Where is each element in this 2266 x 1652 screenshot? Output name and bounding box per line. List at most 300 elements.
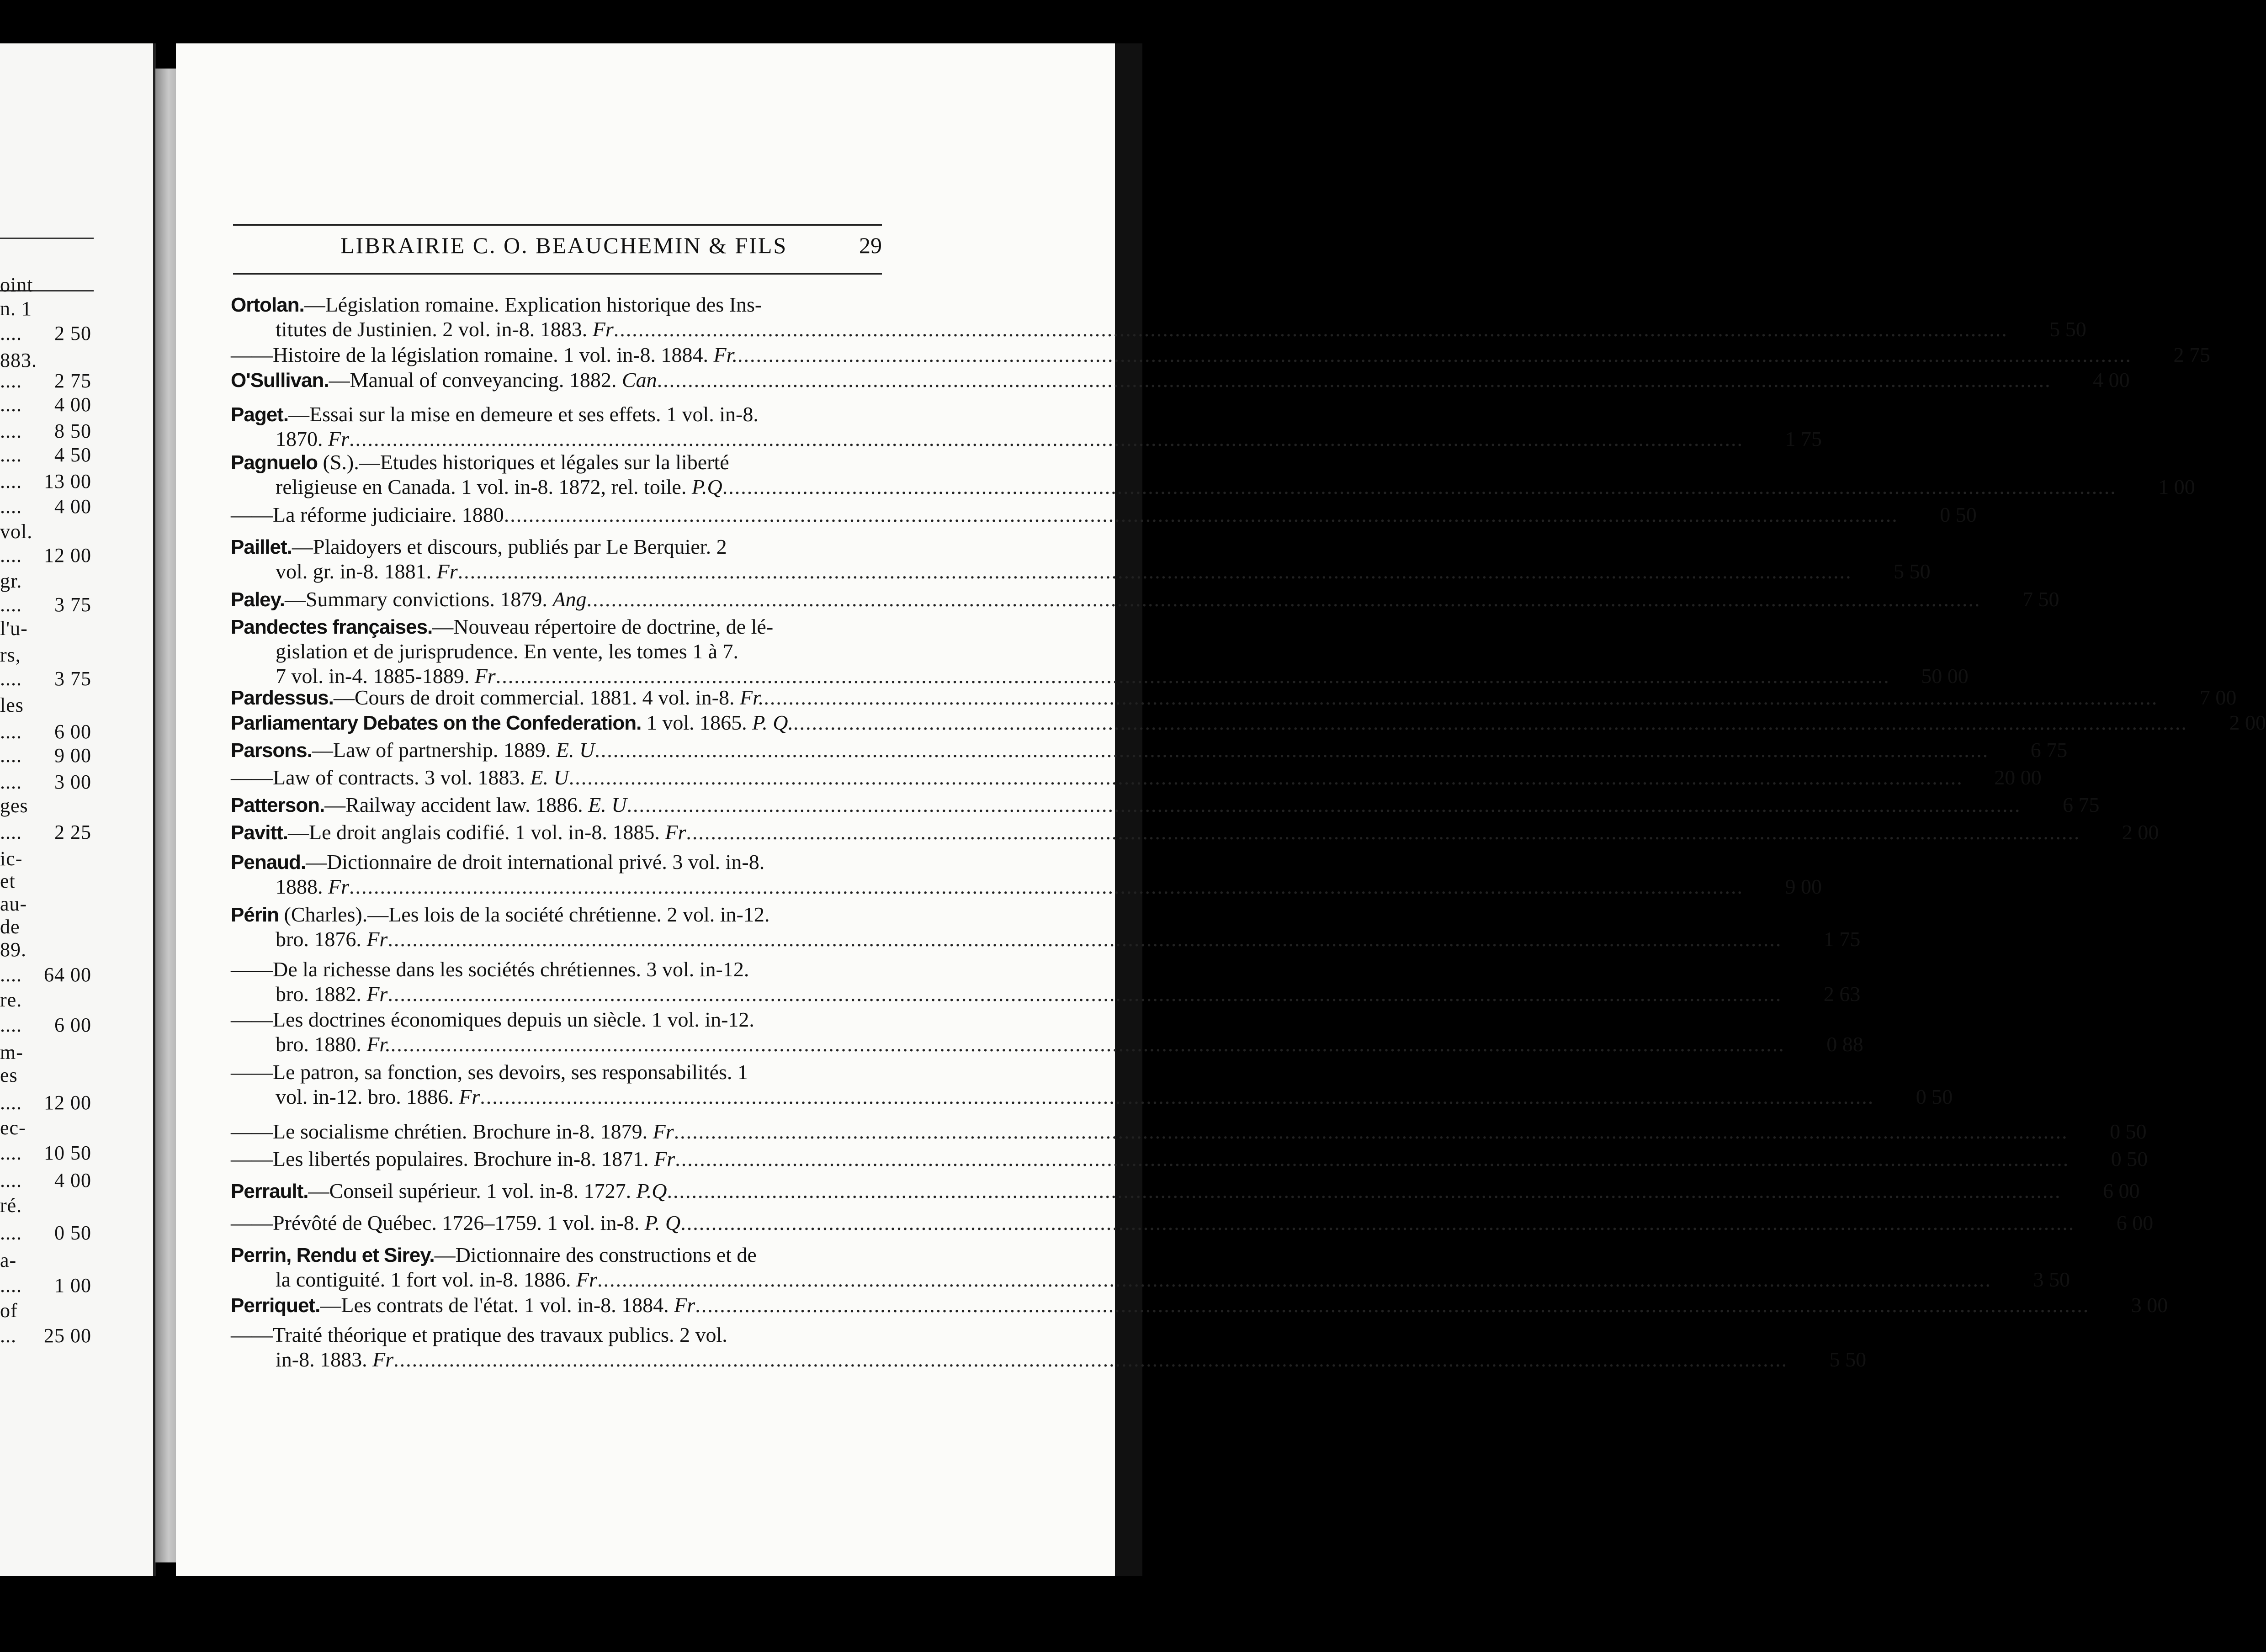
entry-description: gislation et de jurisprudence. En vente, les tomes 1 à 7. (276, 640, 739, 663)
entry-author: Ortolan. (231, 294, 304, 316)
entry-line (231, 1267, 2070, 1292)
entry-description: ——Histoire de la législation romaine. 1 vol. in-8. 1884. (231, 343, 714, 366)
entry-origin: Fr (459, 1085, 480, 1108)
entry-origin: Fr. (713, 343, 738, 366)
entry-description: —Cours de droit commercial. 1881. 4 vol. in-8. (333, 686, 740, 709)
entry-text (276, 1032, 391, 1057)
dot-leader (387, 982, 1782, 1006)
left-page-text: gr. (0, 570, 22, 592)
entry-line (231, 1243, 882, 1267)
entry-price: 5 50 (1829, 1348, 1867, 1371)
catalog-entry (231, 535, 1931, 584)
left-page-text: .... (0, 667, 22, 690)
left-page-text: .... (0, 444, 22, 466)
left-page-text: m- (0, 1041, 23, 1064)
left-page-text: .... (0, 720, 22, 743)
entry-origin: Can (621, 368, 657, 392)
left-page-text: .... (0, 420, 22, 442)
catalog-entry (231, 1119, 2147, 1144)
left-page-text: .... (0, 470, 22, 492)
left-page-price: 6 00 (54, 720, 91, 743)
entry-price: 20 00 (1994, 766, 2042, 789)
catalog-entry (231, 902, 1861, 952)
dot-leader (480, 1085, 1874, 1109)
page-number: 29 (859, 233, 882, 258)
entry-description: —Manual of conveyancing. 1882. (329, 368, 622, 392)
entry-text (231, 614, 773, 640)
dot-leader (764, 685, 2158, 710)
entry-origin: E. U (530, 766, 569, 789)
left-page-price: 2 25 (54, 821, 91, 843)
entry-author: Perriquet. (231, 1294, 320, 1317)
left-page-price: 64 00 (44, 964, 91, 986)
left-page-price: 13 00 (44, 470, 91, 492)
entry-text (276, 982, 387, 1006)
entry-line (231, 793, 2100, 817)
left-page-text: a- (0, 1249, 17, 1271)
left-page-text: .... (0, 964, 22, 986)
dot-leader (504, 503, 1898, 527)
entry-origin: P. Q. (752, 711, 794, 734)
entry-price: 3 00 (2131, 1293, 2168, 1317)
entry-description: (S.).—Etudes historiques et légales sur la liberté (318, 450, 729, 474)
entry-price: 0 50 (1916, 1085, 1953, 1108)
entry-line (231, 343, 2210, 367)
entry-line (231, 368, 2130, 392)
entry-description: bro. 1882. (276, 982, 367, 1006)
left-page-text: au- (0, 893, 27, 915)
entry-line (231, 535, 882, 559)
entry-line (231, 503, 1977, 527)
catalog-entry (231, 793, 2100, 817)
left-page-text: et (0, 870, 16, 892)
catalog-entry (231, 1147, 2148, 1171)
entry-line (231, 1211, 2154, 1235)
catalog-entry (231, 1243, 2070, 1292)
entry-author: Parliamentary Debates on the Confederation. (231, 712, 642, 734)
entry-author: Patterson. (231, 794, 325, 816)
left-page-price: 8 50 (54, 420, 91, 442)
entry-description: vol. gr. in-8. 1881. (276, 560, 437, 583)
entry-text (231, 1147, 675, 1171)
entry-text (231, 902, 769, 927)
entry-origin: Fr (366, 982, 388, 1006)
entry-line (231, 1007, 882, 1032)
entry-origin: Fr (665, 821, 686, 844)
entry-description: bro. 1880. (276, 1032, 367, 1056)
entry-author: Perrault. (231, 1180, 308, 1202)
left-page-text: .... (0, 495, 22, 518)
left-page-price: 4 00 (54, 495, 91, 518)
entry-text (231, 1211, 680, 1235)
left-page-price: 0 50 (54, 1222, 91, 1244)
entry-line (231, 982, 1861, 1006)
left-page-text: rs, (0, 644, 21, 666)
left-page-text: de (0, 916, 20, 938)
catalog-entry (231, 738, 2068, 762)
entry-description: 1 vol. 1865. (641, 711, 753, 734)
previous-page-fragment (0, 43, 156, 1576)
left-page-text: .... (0, 393, 22, 416)
entry-text (231, 1323, 727, 1347)
dot-leader (793, 710, 2187, 735)
entry-description: —Summary convictions. 1879. (284, 588, 553, 611)
entry-origin: Fr (474, 664, 496, 688)
entry-line (231, 685, 2237, 710)
entry-price: 2 00 (2122, 821, 2159, 844)
left-page-text: 89. (0, 938, 27, 961)
entry-line (231, 1179, 2140, 1203)
entry-origin: Fr (436, 560, 458, 583)
dot-leader (587, 587, 1981, 612)
entry-description: la contiguité. 1 fort vol. in-8. 1886. (276, 1268, 576, 1291)
entry-text (231, 957, 749, 982)
entry-line (231, 402, 882, 427)
entry-line (231, 559, 1931, 584)
entry-text (231, 587, 587, 612)
entry-author: Paillet. (231, 536, 292, 558)
entry-description: ——Les doctrines économiques depuis un siècle. 1 vol. in-12. (231, 1008, 754, 1031)
dot-leader (614, 317, 2008, 342)
entry-description: —Conseil supérieur. 1 vol. in-8. 1727. (308, 1179, 637, 1202)
entry-price: 0 88 (1826, 1032, 1863, 1056)
dot-leader (496, 664, 1890, 688)
entry-description: religieuse en Canada. 1 vol. in-8. 1872, rel. toile. (276, 475, 692, 498)
entry-author: Parsons. (231, 739, 312, 762)
entry-text (231, 1243, 757, 1268)
entry-text (231, 503, 504, 527)
entry-origin: Ang (552, 588, 587, 611)
left-page-text: .... (0, 1274, 22, 1297)
entry-text (276, 317, 614, 342)
entry-origin: P. Q (644, 1211, 681, 1234)
entry-author: O'Sullivan. (231, 369, 329, 392)
catalog-entry (231, 685, 2237, 710)
left-page-price: 9 00 (54, 744, 91, 767)
left-page-text: .... (0, 1222, 22, 1244)
entry-line (231, 427, 1822, 451)
entry-text (231, 368, 657, 393)
entry-price: 0 50 (2110, 1120, 2147, 1143)
dot-leader (594, 738, 1989, 762)
entry-text (276, 475, 722, 499)
entry-origin: P.Q (691, 475, 722, 498)
left-page-text: ic- (0, 847, 23, 870)
page-gutter (155, 69, 177, 1562)
entry-price: 1 75 (1823, 927, 1861, 951)
entry-description: (Charles).—Les lois de la société chrétienne. 2 vol. in-12. (279, 903, 770, 926)
left-page-text: 883. (0, 349, 37, 371)
entry-description: in-8. 1883. (276, 1348, 373, 1371)
entry-text (276, 1347, 393, 1372)
catalog-entry (231, 1179, 2140, 1203)
left-page-rule (0, 238, 94, 239)
entry-line (231, 1323, 882, 1347)
left-page-text: ges (0, 794, 28, 817)
dot-leader (569, 765, 1963, 790)
entry-author: Pandectes françaises. (231, 616, 433, 638)
entry-origin: P.Q (636, 1179, 667, 1202)
entry-description: ——Le socialisme chrétien. Brochure in-8. 1879. (231, 1120, 653, 1143)
entry-price: 50 00 (1921, 664, 1969, 688)
catalog-entry (231, 402, 1822, 451)
entry-description: 1888. (276, 875, 328, 898)
entry-text (231, 402, 759, 427)
left-page-text: of (0, 1299, 18, 1322)
dot-leader (349, 874, 1743, 899)
left-page-text: .... (0, 744, 22, 767)
catalog-entry (231, 1211, 2154, 1235)
entry-description: —Railway accident law. 1886. (324, 793, 589, 816)
entry-description: —Essai sur la mise en demeure et ses effets. 1 vol. in-8. (288, 402, 759, 426)
entry-description: —Plaidoyers et discours, publiés par Le Berquier. 2 (292, 535, 727, 558)
entry-text (276, 874, 349, 899)
entry-description: ——Les libertés populaires. Brochure in-8. 1871. (231, 1147, 654, 1170)
catalog-entry (231, 957, 1861, 1006)
entry-description: —Les contrats de l'état. 1 vol. in-8. 1884. (320, 1293, 674, 1317)
catalog-entry (231, 820, 2159, 845)
left-page-price: 2 50 (54, 322, 91, 344)
entry-line (231, 664, 1969, 688)
entry-origin: Fr (674, 1293, 695, 1317)
left-page-text: l'u- (0, 617, 28, 640)
entry-text (276, 1267, 597, 1292)
entry-description: 1870. (276, 427, 328, 450)
dot-leader (458, 559, 1852, 584)
left-page-price: 4 50 (54, 444, 91, 466)
entry-price: 7 00 (2199, 686, 2237, 709)
left-page-text: les (0, 694, 24, 716)
catalog-entry (231, 765, 2042, 790)
left-page-text: ré. (0, 1194, 22, 1217)
entry-price: 6 75 (2030, 738, 2068, 762)
entry-price: 2 00 (2229, 711, 2266, 734)
entry-description: ——La réforme judiciaire. 1880 (231, 503, 504, 526)
dot-leader (722, 475, 2117, 499)
left-page-text: .... (0, 1169, 22, 1191)
dot-leader (667, 1179, 2061, 1203)
entry-price: 0 50 (2111, 1147, 2148, 1170)
catalog-entry (231, 1007, 1863, 1057)
left-page-text: .... (0, 593, 22, 616)
left-page-price: 3 00 (54, 771, 91, 793)
left-page-price: 12 00 (44, 544, 91, 567)
dot-leader (738, 343, 2132, 367)
entry-text (231, 738, 594, 763)
entry-origin: Fr. (740, 686, 764, 709)
entry-description: —Dictionnaire de droit international privé. 3 vol. in-8. (306, 850, 765, 874)
dot-leader (674, 1119, 2068, 1144)
entry-text (231, 1179, 667, 1204)
entry-line (231, 765, 2042, 790)
entry-origin: Fr (328, 427, 349, 450)
left-page-price: 12 00 (44, 1091, 91, 1114)
entry-text (231, 292, 762, 318)
dot-leader (695, 1293, 2089, 1318)
entry-text (231, 850, 764, 875)
entry-line (231, 1293, 2168, 1318)
entry-price: 9 00 (1785, 875, 1822, 898)
entry-description: bro. 1876. (276, 927, 367, 951)
entry-origin: Fr (328, 875, 349, 898)
left-page-text: oint (0, 274, 33, 296)
entry-description: 7 vol. in-4. 1885-1889. (276, 664, 475, 688)
header-top-rule (233, 224, 882, 226)
left-page-text: .... (0, 370, 22, 392)
left-page-price: 4 00 (54, 1169, 91, 1191)
entry-price: 1 75 (1785, 427, 1822, 450)
catalog-entry (231, 343, 2210, 367)
entry-origin: Fr (592, 318, 614, 341)
entry-price: 6 75 (2062, 793, 2100, 816)
entry-origin: Fr (366, 927, 388, 951)
entry-text (276, 1085, 480, 1109)
entry-price: 3 50 (2033, 1268, 2070, 1291)
left-page-text: .... (0, 821, 22, 843)
entry-price: 5 50 (1894, 560, 1931, 583)
entry-price: 6 00 (2102, 1179, 2140, 1202)
entry-author: Perrin, Rendu et Sirey. (231, 1244, 435, 1266)
entry-author: Paget. (231, 403, 289, 426)
left-page-price: 6 00 (54, 1014, 91, 1036)
left-page-text: ... (0, 1324, 16, 1347)
entry-text (231, 343, 738, 367)
catalog-entry (231, 1060, 1953, 1109)
entry-price: 2 75 (2173, 343, 2210, 366)
entry-line (231, 1119, 2147, 1144)
entry-author: Paley. (231, 588, 285, 611)
entry-text (231, 685, 764, 710)
entry-description: titutes de Justinien. 2 vol. in-8. 1883. (276, 318, 593, 341)
entry-line (231, 1085, 1953, 1109)
catalog-entry (231, 587, 2059, 612)
page-header-title: LIBRAIRIE C. O. BEAUCHEMIN & FILS (340, 233, 788, 258)
entry-line (231, 639, 882, 664)
entry-line (231, 587, 2059, 612)
left-page-text: .... (0, 1091, 22, 1114)
dot-leader (597, 1267, 1991, 1292)
entry-line (231, 614, 882, 639)
left-page-text: n. 1 (0, 297, 32, 320)
dot-leader (391, 1032, 1785, 1057)
catalog-entry (231, 1293, 2168, 1318)
entry-text (276, 559, 458, 584)
entry-line (231, 1147, 2148, 1171)
entry-description: —Législation romaine. Explication historique des Ins- (304, 293, 762, 316)
left-page-price: 3 75 (54, 593, 91, 616)
entry-price: 6 00 (2116, 1211, 2154, 1234)
catalog-entry (231, 368, 2130, 392)
entry-text (231, 765, 569, 790)
dot-leader (626, 793, 2021, 817)
entry-author: Penaud. (231, 851, 306, 874)
dot-leader (675, 1147, 2069, 1171)
entry-description: —Dictionnaire des constructions et de (434, 1243, 757, 1266)
left-page-text: .... (0, 544, 22, 567)
dot-leader (686, 820, 2080, 845)
left-page-text: .... (0, 1142, 22, 1164)
dot-leader (680, 1211, 2075, 1235)
catalog-entry (231, 1323, 1867, 1372)
entry-description: ——Prévôté de Québec. 1726–1759. 1 vol. in-8. (231, 1211, 645, 1234)
entry-description: ——Le patron, sa fonction, ses devoirs, ses responsabilités. 1 (231, 1060, 748, 1084)
entry-description: ——De la richesse dans les sociétés chrétiennes. 3 vol. in-12. (231, 958, 749, 981)
entry-description: —Le droit anglais codifié. 1 vol. in-8. 1885. (288, 821, 665, 844)
entry-line (231, 1347, 1867, 1372)
entry-author: Pardessus. (231, 687, 334, 709)
left-page-text: ec- (0, 1117, 26, 1139)
catalog-entry (231, 292, 2086, 342)
catalog-entry (231, 503, 1977, 527)
entry-line (231, 1032, 1863, 1057)
entry-line (231, 738, 2068, 762)
left-page-text: .... (0, 322, 22, 344)
left-page-price: 2 75 (54, 370, 91, 392)
left-page-price: 10 50 (44, 1142, 91, 1164)
entry-price: 1 00 (2158, 475, 2195, 498)
entry-description: —Nouveau répertoire de doctrine, de lé- (432, 615, 774, 638)
entry-description: —Law of partnership. 1889. (312, 738, 556, 762)
entry-text (231, 1119, 674, 1144)
entry-origin: Fr (653, 1120, 674, 1143)
catalog-entry (231, 850, 1822, 899)
entry-author: Pavitt. (231, 821, 288, 844)
entry-author: Pagnuelo (231, 451, 318, 474)
entry-price: 2 63 (1823, 982, 1861, 1006)
header-bottom-rule (233, 273, 882, 275)
entry-text (231, 450, 729, 475)
entry-text (276, 927, 387, 952)
entry-description: ——Law of contracts. 3 vol. 1883. (231, 766, 531, 789)
entry-description: ——Traité théorique et pratique des travaux publics. 2 vol. (231, 1323, 727, 1346)
entry-origin: Fr. (366, 1032, 391, 1056)
dot-leader (349, 427, 1743, 451)
entry-line (231, 710, 2266, 735)
entry-price: 4 00 (2093, 368, 2130, 392)
entry-line (231, 874, 1822, 899)
entry-text (231, 535, 727, 560)
entry-line (231, 1060, 882, 1085)
entry-line (231, 820, 2159, 845)
catalog-entry (231, 710, 2266, 735)
left-page-price: 1 00 (54, 1274, 91, 1297)
entry-price: 5 50 (2049, 318, 2086, 341)
entry-description: vol. in-12. bro. 1886. (276, 1085, 459, 1108)
entry-line (231, 957, 882, 982)
entry-origin: Fr (576, 1268, 597, 1291)
entry-line (231, 317, 2086, 342)
left-page-text: .... (0, 1014, 22, 1036)
entry-price: 0 50 (1940, 503, 1977, 526)
entry-line (231, 927, 1861, 952)
catalog-entry (231, 614, 1969, 688)
left-page-text: vol. (0, 520, 33, 543)
entry-price: 7 50 (2022, 588, 2059, 611)
entry-text (276, 639, 738, 664)
entry-text (231, 793, 626, 818)
entry-origin: E. U (588, 793, 627, 816)
entry-text (231, 820, 686, 845)
dot-leader (387, 927, 1782, 952)
left-page-price: 4 00 (54, 393, 91, 416)
dot-leader (657, 368, 2051, 392)
entry-text (276, 427, 349, 451)
left-page-text: .... (0, 771, 22, 793)
left-page-price: 3 75 (54, 667, 91, 690)
entry-text (231, 1007, 754, 1032)
left-page-text: re. (0, 989, 22, 1011)
entry-origin: E. U (556, 738, 595, 762)
